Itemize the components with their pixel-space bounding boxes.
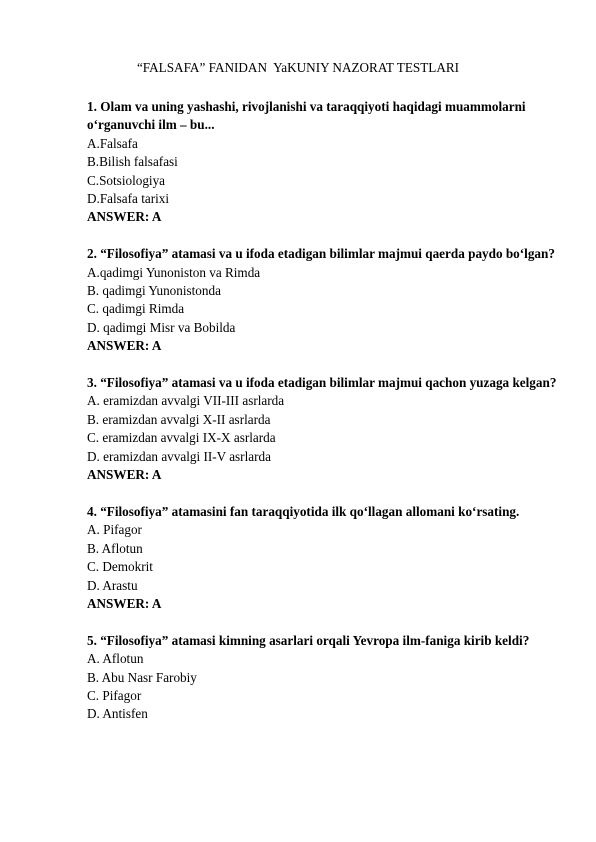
option-a: A. Aflotun xyxy=(87,651,144,667)
option-d: D. Arastu xyxy=(87,577,138,593)
question-text: 5. “Filosofiya” atamasi kimning asarlari orqali Yevropa ilm-faniga kirib keldi? xyxy=(87,632,530,648)
option-b: B.Bilish falsafasi xyxy=(87,154,178,170)
question-text: 4. “Filosofiya” atamasini fan taraqqiyotida ilk qo‘llagan allomani ko‘rsating. xyxy=(87,503,520,519)
option-d: D. qadimgi Misr va Bobilda xyxy=(87,319,236,335)
option-b: B. qadimgi Yunonistonda xyxy=(87,283,221,299)
option-a: A. eramizdan avvalgi VII-III asrlarda xyxy=(87,393,285,409)
question-text: 3. “Filosofiya” atamasi va u ifoda etadigan bilimlar majmui qachon yuzaga kelgan? xyxy=(87,375,557,391)
answer-line: ANSWER: A xyxy=(87,595,162,611)
option-d: D.Falsafa tarixi xyxy=(87,191,170,207)
question-block-1 xyxy=(87,98,557,227)
option-c: C. eramizdan avvalgi IX-X asrlarda xyxy=(87,430,276,446)
question-block-5 xyxy=(87,632,557,724)
document-title: “FALSAFA” FANIDAN YaKUNIY NAZORAT TESTLARI xyxy=(136,60,460,75)
question-text: 2. “Filosofiya” atamasi va u ifoda etadigan bilimlar majmui qaerda paydo bo‘lgan? xyxy=(87,246,555,262)
option-b: B. eramizdan avvalgi X-II asrlarda xyxy=(87,411,271,427)
option-d: D. Antisfen xyxy=(87,706,148,722)
answer-line: ANSWER: A xyxy=(87,209,162,225)
option-a: A. Pifagor xyxy=(87,522,142,538)
questions-list xyxy=(87,98,557,742)
option-d: D. eramizdan avvalgi II-V asrlarda xyxy=(87,448,271,464)
option-c: C.Sotsiologiya xyxy=(87,172,166,188)
question-text: 1. Olam va uning yashashi, rivojlanishi va taraqqiyoti haqidagi muammolarni o‘rganuvchi ilm – bu... xyxy=(87,99,526,133)
option-b: B. Abu Nasr Farobiy xyxy=(87,669,197,685)
option-c: C. Demokrit xyxy=(87,559,153,575)
answer-line: ANSWER: A xyxy=(87,338,162,354)
answer-line: ANSWER: A xyxy=(87,467,162,483)
option-c: C. Pifagor xyxy=(87,687,142,703)
option-b: B. Aflotun xyxy=(87,540,143,556)
question-block-4 xyxy=(87,503,557,613)
question-block-2 xyxy=(87,245,557,355)
option-a: A.qadimgi Yunoniston va Rimda xyxy=(87,264,261,280)
option-a: A.Falsafa xyxy=(87,135,138,151)
question-block-3 xyxy=(87,374,557,484)
option-c: C. qadimgi Rimda xyxy=(87,301,185,317)
